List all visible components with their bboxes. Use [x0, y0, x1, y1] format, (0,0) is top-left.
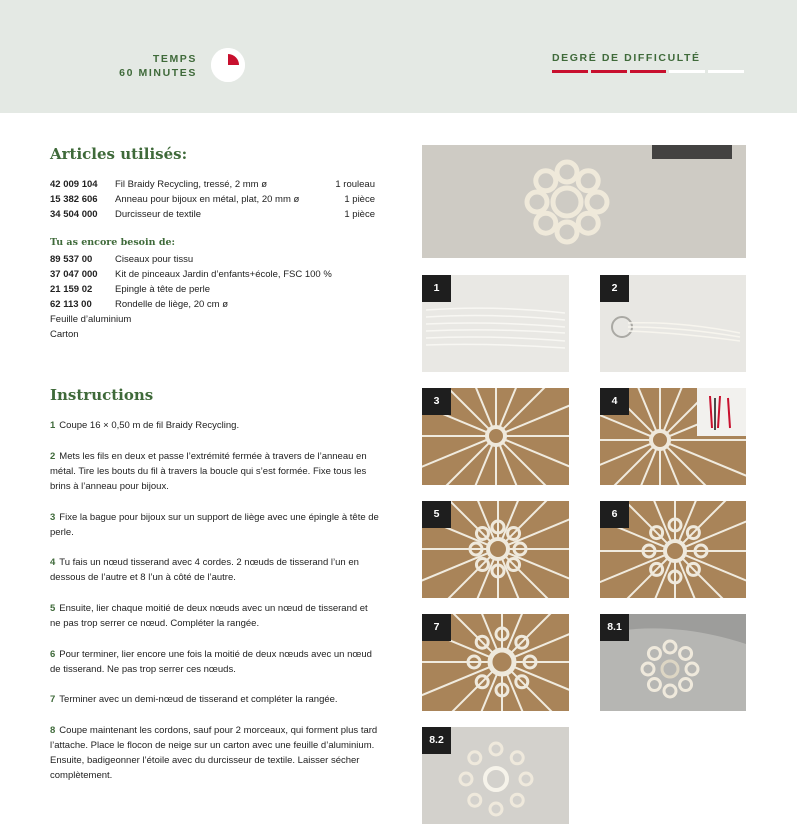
article-code: 42 009 104 [50, 179, 98, 190]
step [50, 647, 380, 677]
articles-list [50, 177, 375, 222]
step-badge: 6 [600, 501, 629, 528]
extra-code: 62 113 00 [50, 299, 92, 310]
extra-row [50, 252, 375, 267]
extra-desc: Epingle à tête de perle [115, 284, 211, 295]
step-text: Tu fais un nœud tisserand avec 4 cordes. 2 nœuds de tisserand l’un en dessous de l’autre et 8 l’un à côté de l’autre. [50, 557, 359, 583]
step-photo-5 [422, 501, 569, 598]
articles-title: Articles utilisés: [50, 145, 188, 163]
step-badge: 4 [600, 388, 629, 415]
step [50, 555, 380, 585]
step-badge: 5 [422, 501, 451, 528]
step-badge: 3 [422, 388, 451, 415]
step-badge: 8.1 [600, 614, 629, 641]
step-text: Coupe maintenant les cordons, sauf pour 2 morceaux, qui forment plus tard l’attache. Place le flocon de neige sur un carton avec une feuille d’aluminium. Ensuite, badigeonner l’étoile avec du durcisseur de textile. Laisser sécher complètement. [50, 725, 378, 781]
step-photo-7 [422, 614, 569, 711]
extra-row [50, 297, 375, 312]
step-text: Terminer avec un demi-nœud de tisserand et compléter la rangée. [59, 694, 338, 705]
step-number: 8 [50, 725, 56, 736]
step-number: 1 [50, 420, 56, 431]
article-code: 15 382 606 [50, 194, 98, 205]
step-text: Fixe la bague pour bijoux sur un support de liège avec une épingle à tête de perle. [50, 512, 379, 538]
step-photo-2 [600, 275, 746, 372]
extra-desc: Kit de pinceaux Jardin d’enfants+école, FSC 100 % [115, 269, 332, 280]
difficulty-bar-filled [552, 70, 588, 73]
difficulty-bar-filled [630, 70, 666, 73]
article-row [50, 192, 375, 207]
instructions-title: Instructions [50, 386, 154, 404]
extra-desc: Ciseaux pour tissu [115, 254, 194, 265]
step-photo-1 [422, 275, 569, 372]
step-photo-6 [600, 501, 746, 598]
article-desc: Fil Braidy Recycling, tressé, 2 mm ø [115, 179, 268, 190]
difficulty-bar-filled [591, 70, 627, 73]
step-photo-8-2 [422, 727, 569, 824]
step-badge: 7 [422, 614, 451, 641]
extra-code: 21 159 02 [50, 284, 93, 295]
time-value: 60 MINUTES [119, 67, 197, 79]
step-text: Mets les fils en deux et passe l’extrémité fermée à travers de l’anneau en métal. Tire les bouts du fil à travers la boucle qui s’est formée. Fixe tous les brins à l’anneau pour bijoux. [50, 451, 367, 492]
extra-code: 37 047 000 [50, 269, 98, 280]
difficulty-bars [552, 70, 747, 73]
step-number: 4 [50, 557, 56, 568]
step-number: 7 [50, 694, 56, 705]
step [50, 449, 380, 494]
difficulty-bar-empty [669, 70, 705, 73]
article-row [50, 177, 375, 192]
article-row [50, 207, 375, 222]
step-badge: 2 [600, 275, 629, 302]
difficulty-bar-empty [708, 70, 744, 73]
step-photo-8-1 [600, 614, 746, 711]
extra-row [50, 267, 375, 282]
article-qty: 1 rouleau [335, 179, 375, 190]
step [50, 601, 380, 631]
step [50, 418, 380, 433]
extra-plain-item: Feuille d’aluminium [50, 314, 132, 325]
hero-photo-snowflake [422, 145, 746, 258]
time-label: TEMPS [152, 53, 197, 65]
difficulty-label: DEGRÉ DE DIFFICULTÉ [552, 52, 701, 64]
difficulty-rating [552, 52, 747, 73]
step-photo-4 [600, 388, 746, 485]
article-desc: Durcisseur de textile [115, 209, 202, 220]
step-text: Coupe 16 × 0,50 m de fil Braidy Recycling. [59, 420, 240, 431]
step-photo-3 [422, 388, 569, 485]
step [50, 510, 380, 540]
timer-icon [211, 48, 245, 82]
step [50, 692, 380, 707]
extra-row [50, 282, 375, 297]
article-desc: Anneau pour bijoux en métal, plat, 20 mm ø [115, 194, 300, 205]
extras-title: Tu as encore besoin de: [50, 237, 176, 248]
step-badge: 8.2 [422, 727, 451, 754]
step-number: 2 [50, 451, 56, 462]
article-qty: 1 pièce [344, 194, 375, 205]
step [50, 723, 380, 783]
extra-desc: Rondelle de liège, 20 cm ø [115, 299, 229, 310]
step-text: Ensuite, lier chaque moitié de deux nœuds avec un nœud de tisserand et ne pas trop serrer ce nœud. Compléter la rangée. [50, 603, 368, 629]
step-number: 6 [50, 649, 56, 660]
extras-list [50, 252, 375, 342]
article-qty: 1 pièce [344, 209, 375, 220]
time-info [119, 52, 197, 80]
extra-plain-item: Carton [50, 329, 79, 340]
step-badge: 1 [422, 275, 451, 302]
extra-code: 89 537 00 [50, 254, 93, 265]
step-number: 5 [50, 603, 56, 614]
header-band [0, 0, 797, 113]
step-number: 3 [50, 512, 56, 523]
step-text: Pour terminer, lier encore une fois la moitié de deux nœuds avec un nœud de tisserand. Ne pas trop serrer ces nœuds. [50, 649, 372, 675]
article-code: 34 504 000 [50, 209, 98, 220]
